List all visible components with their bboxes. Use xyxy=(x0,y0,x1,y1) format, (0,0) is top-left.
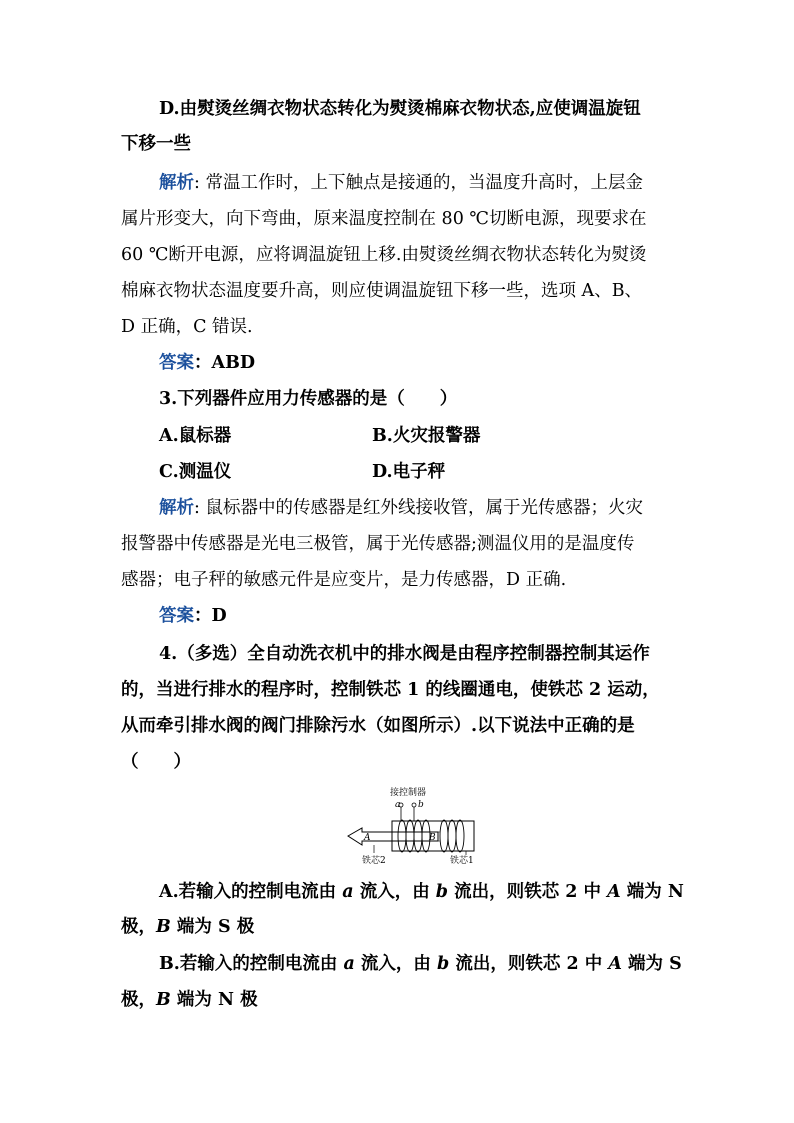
question-3-stem: 3.下列器件应用力传感器的是（ ） xyxy=(159,389,458,409)
analysis-label: 解析 xyxy=(159,498,194,518)
question-3-option-d: D.电子秤 xyxy=(372,462,446,482)
option-d-line2: 下移一些 xyxy=(121,134,191,154)
question-3-option-b: B.火灾报警器 xyxy=(372,426,481,446)
option-var-a: a xyxy=(343,954,355,974)
diagram-core1-label: 铁芯1 xyxy=(450,856,474,865)
option-var-B: B xyxy=(156,990,171,1010)
option-text: B.若输入的控制电流由 xyxy=(159,954,344,974)
analysis-text: : 常温工作时，上下触点是接通的，当温度升高时，上层金 xyxy=(194,173,643,193)
option-text: 流出，则铁芯 2 中 xyxy=(449,954,609,974)
answer-2 xyxy=(159,351,255,375)
question-4-line3: 从而牵引排水阀的阀门排除污水（如图所示）.以下说法中正确的是 xyxy=(121,716,635,736)
option-var-A: A xyxy=(607,882,621,902)
answer-label: 答案 xyxy=(159,353,194,373)
question-4-line1: 4.（多选）全自动洗衣机中的排水阀是由程序控制器控制其运作 xyxy=(159,644,650,664)
analysis-text: : 鼠标器中的传感器是红外线接收管，属于光传感器；火灾 xyxy=(194,498,643,518)
question-4-line2: 的，当进行排水的程序时，控制铁芯 1 的线圈通电，使铁芯 2 运动， xyxy=(121,680,660,700)
question-4-line4: （ ） xyxy=(121,752,191,772)
analysis-2-line5: D 正确，C 错误. xyxy=(121,317,253,337)
option-text: 流入，由 xyxy=(354,954,438,974)
diagram-end-a: A xyxy=(364,833,371,843)
diagram-terminal-a: a xyxy=(395,800,401,810)
option-text: 端为 N xyxy=(620,882,684,902)
answer-value: ：D xyxy=(194,606,227,626)
option-text: 极， xyxy=(121,917,156,937)
question-3-option-a: A.鼠标器 xyxy=(159,426,232,446)
analysis-3-line2: 报警器中传感器是光电三极管，属于光传感器;测温仪用的是温度传 xyxy=(121,534,635,554)
question-4-option-a-line1 xyxy=(159,880,684,904)
diagram-terminal-b: b xyxy=(418,800,424,810)
option-text: 流出，则铁芯 2 中 xyxy=(448,882,608,902)
option-var-b: b xyxy=(435,882,449,902)
analysis-3-line1 xyxy=(159,496,643,520)
question-4-option-b-line2 xyxy=(121,988,258,1012)
answer-value: ：ABD xyxy=(194,353,256,373)
option-var-B: B xyxy=(156,917,171,937)
diagram-end-b: B xyxy=(429,833,436,843)
solenoid-diagram xyxy=(340,785,490,865)
answer-label: 答案 xyxy=(159,606,194,626)
question-3-option-c: C.测温仪 xyxy=(159,462,232,482)
question-4-option-b-line1 xyxy=(159,952,682,976)
option-d-line1: D.由熨烫丝绸衣物状态转化为熨烫棉麻衣物状态,应使调温旋钮 xyxy=(159,99,641,119)
option-text: 极， xyxy=(121,990,156,1010)
option-var-A: A xyxy=(608,954,622,974)
option-text: 流入，由 xyxy=(353,882,436,902)
option-text: 端为 S 极 xyxy=(170,917,255,937)
diagram-top-label: 接控制器 xyxy=(390,788,427,798)
analysis-3-line3: 感器；电子秤的敏感元件是应变片，是力传感器，D 正确. xyxy=(121,570,567,590)
solenoid-figure xyxy=(340,785,490,865)
question-4-option-a-line2 xyxy=(121,915,254,939)
answer-3 xyxy=(159,604,227,628)
diagram-core2-label: 铁芯2 xyxy=(362,856,386,865)
analysis-2-line1 xyxy=(159,171,643,195)
analysis-2-line4: 棉麻衣物状态温度要升高，则应使调温旋钮下移一些，选项 A、B、 xyxy=(121,281,643,301)
option-text: 端为 S xyxy=(621,954,682,974)
analysis-2-line3: 60 ℃断开电源，应将调温旋钮上移.由熨烫丝绸衣物状态转化为熨烫 xyxy=(121,245,647,265)
option-var-b: b xyxy=(437,954,450,974)
option-text: A.若输入的控制电流由 xyxy=(159,882,343,902)
analysis-label: 解析 xyxy=(159,173,194,193)
analysis-2-line2: 属片形变大，向下弯曲，原来温度控制在 80 ℃切断电源，现要求在 xyxy=(121,209,647,229)
option-text: 端为 N 极 xyxy=(170,990,258,1010)
option-var-a: a xyxy=(342,882,354,902)
